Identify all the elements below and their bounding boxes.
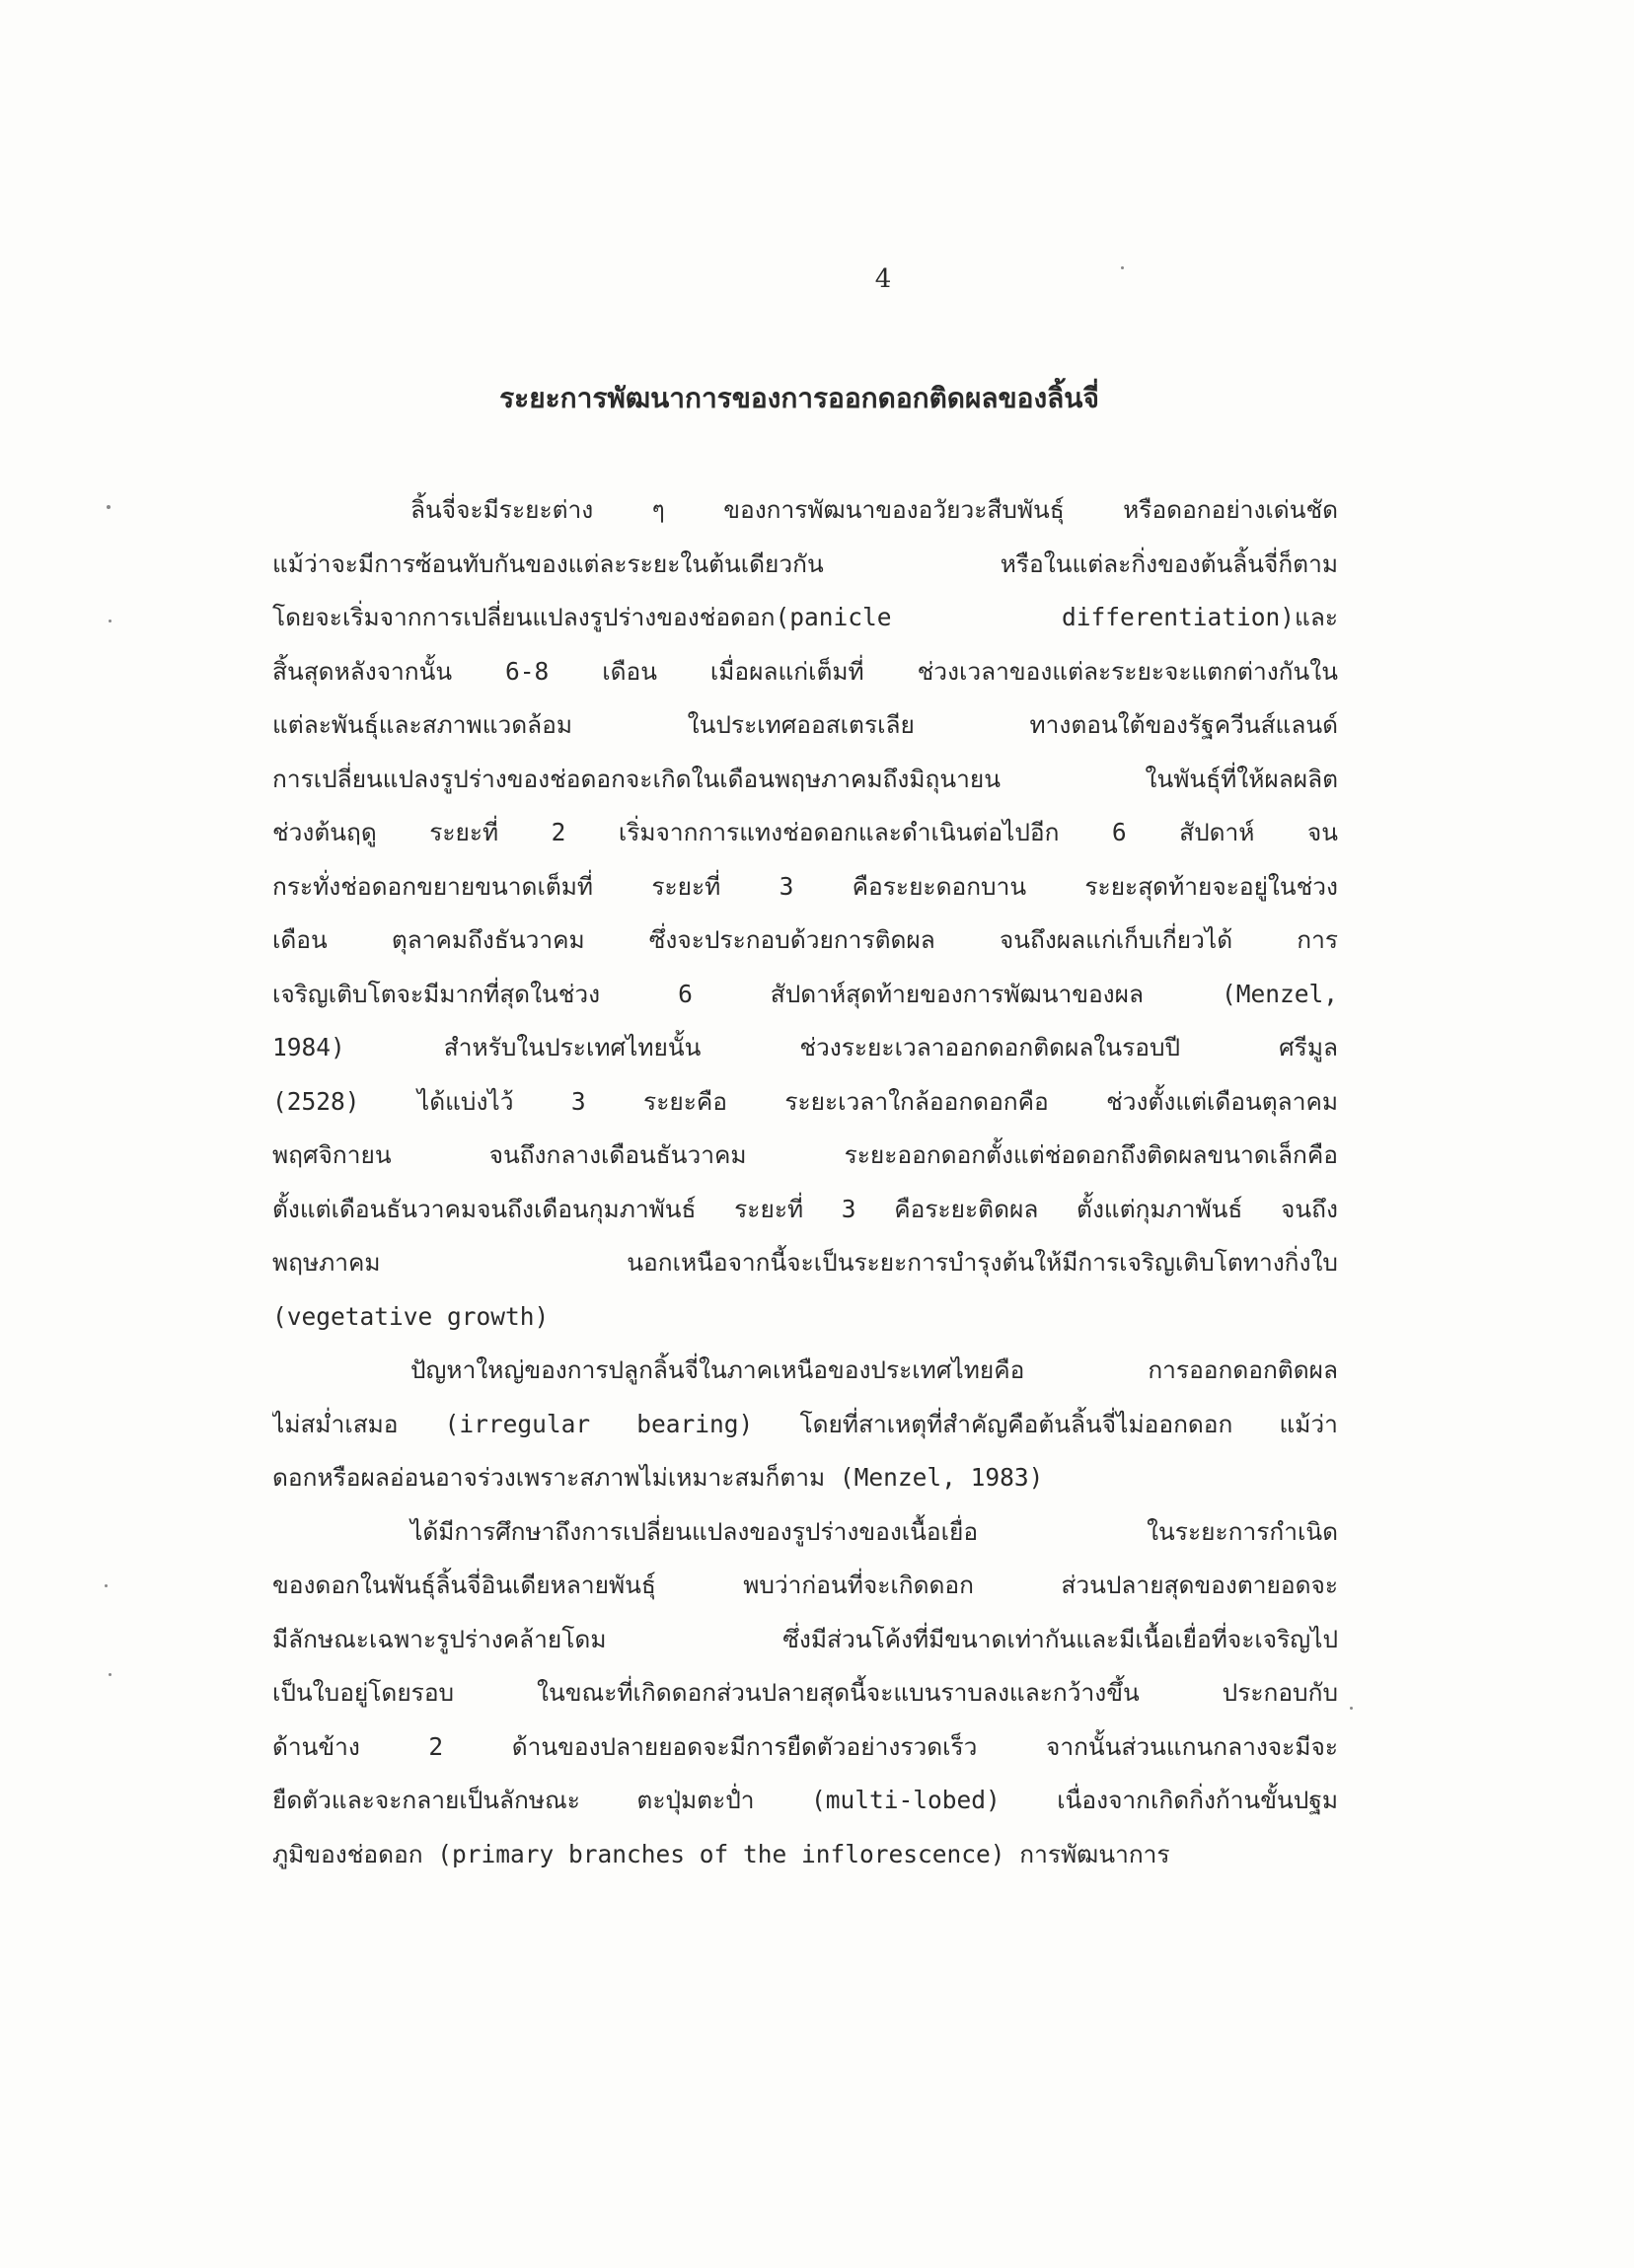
text-line: (2528) ได้แบ่งไว้ 3 ระยะคือ ระยะเวลาใกล้ออกดอกคือ ช่วงตั้งแต่เดือนตุลาคม [272,1086,1338,1116]
text-line: สิ้นสุดหลังจากนั้น 6-8 เดือน เมื่อผลแก่เต็มที่ ช่วงเวลาของแต่ละระยะจะแตกต่างกันใน [272,656,1338,686]
section-heading: ระยะการพัฒนาการของการออกดอกติดผลของลิ้นจี่ [499,382,1099,414]
scan-speck [107,505,111,509]
scan-speck [109,1673,111,1676]
text-line: พฤศจิกายน จนถึงกลางเดือนธันวาคม ระยะออกดอกตั้งแต่ช่อดอกถึงติดผลขนาดเล็กคือ [272,1140,1338,1169]
text-line: ปัญหาใหญ่ของการปลูกลิ้นจี่ในภาคเหนือของประเทศไทยคือ การออกดอกติดผล [410,1355,1338,1384]
text-line: เดือน ตุลาคมถึงธันวาคม ซึ่งจะประกอบด้วยการติดผล จนถึงผลแก่เก็บเกี่ยวได้ การ [272,925,1338,954]
text-line: การเปลี่ยนแปลงรูปร่างของช่อดอกจะเกิดในเดือนพฤษภาคมถึงมิถุนายน ในพันธุ์ที่ให้ผลผลิต [272,764,1338,793]
scan-speck [1350,1707,1353,1710]
text-line: ของดอกในพันธุ์ลิ้นจี่อินเดียหลายพันธุ์ พบว่าก่อนที่จะเกิดดอก ส่วนปลายสุดของตายอดจะ [272,1571,1338,1599]
text-line: เจริญเติบโตจะมีมากที่สุดในช่วง 6 สัปดาห์สุดท้ายของการพัฒนาของผล (Menzel, [272,979,1338,1008]
text-line: โดยจะเริ่มจากการเปลี่ยนแปลงรูปร่างของช่อดอก(panicle differentiation)และ [272,603,1338,631]
text-line: (vegetative growth) [272,1301,550,1331]
body-text [272,483,1338,1881]
text-line: ด้านข้าง 2 ด้านของปลายยอดจะมีการยืดตัวอย่างรวดเร็ว จากนั้นส่วนแกนกลางจะมีจะ [272,1731,1338,1761]
text-line: แม้ว่าจะมีการซ้อนทับกันของแต่ละระยะในต้นเดียวกัน หรือในแต่ละกิ่งของต้นลิ้นจี่ก็ตาม [272,549,1338,578]
paragraph-3 [272,1505,1338,1882]
text-line: ภูมิของช่อดอก (primary branches of the inflorescence) การพัฒนาการ [272,1839,1170,1868]
text-line: ลิ้นจี่จะมีระยะต่าง ๆ ของการพัฒนาของอวัยวะสืบพันธุ์ หรือดอกอย่างเด่นชัด [410,495,1338,524]
text-line: กระทั่งช่อดอกขยายขนาดเต็มที่ ระยะที่ 3 คือระยะดอกบาน ระยะสุดท้ายจะอยู่ในช่วง [272,871,1338,901]
text-line: ยืดตัวและจะกลายเป็นลักษณะ ตะปุ่มตะป่ำ (multi-lobed) เนื่องจากเกิดกิ่งก้านขั้นปฐม [272,1786,1338,1814]
text-line: ไม่สม่ำเสมอ (irregular bearing) โดยที่สาเหตุที่สำคัญคือต้นลิ้นจี่ไม่ออกดอก แม้ว่า [272,1409,1338,1438]
text-line: 1984) สำหรับในประเทศไทยนั้น ช่วงระยะเวลาออกดอกติดผลในรอบปี ศรีมูล [272,1033,1338,1061]
scan-speck [105,1584,108,1587]
scan-speck [109,620,111,622]
text-line: มีลักษณะเฉพาะรูปร่างคล้ายโดม ซึ่งมีส่วนโค้งที่มีขนาดเท่ากันและมีเนื้อเยื่อที่จะเจริญไป [272,1624,1338,1653]
text-line: พฤษภาคม นอกเหนือจากนี้จะเป็นระยะการบำรุงต้นให้มีการเจริญเติบโตทางกิ่งใบ [272,1248,1338,1277]
paragraph-2 [272,1344,1338,1505]
text-line: ตั้งแต่เดือนธันวาคมจนถึงเดือนกุมภาพันธ์ ระยะที่ 3 คือระยะติดผล ตั้งแต่กุมภาพันธ์ จนถึง [272,1194,1338,1223]
text-line: เป็นใบอยู่โดยรอบ ในขณะที่เกิดดอกส่วนปลายสุดนี้จะแบนราบลงและกว้างขึ้น ประกอบกับ [272,1678,1338,1707]
paragraph-1 [272,483,1338,1344]
text-line: ดอกหรือผลอ่อนอาจร่วงเพราะสภาพไม่เหมาะสมก็ตาม (Menzel, 1983) [272,1463,1044,1492]
page-number: 4 [874,264,892,294]
text-line: ช่วงต้นฤดู ระยะที่ 2 เริ่มจากการแทงช่อดอกและดำเนินต่อไปอีก 6 สัปดาห์ จน [272,818,1338,846]
text-line: แต่ละพันธุ์และสภาพแวดล้อม ในประเทศออสเตรเลีย ทางตอนใต้ของรัฐควีนส์แลนด์ [272,710,1338,739]
scan-speck [1121,266,1124,269]
text-line: ได้มีการศึกษาถึงการเปลี่ยนแปลงของรูปร่างของเนื้อเยื่อ ในระยะการกำเนิด [410,1516,1338,1546]
